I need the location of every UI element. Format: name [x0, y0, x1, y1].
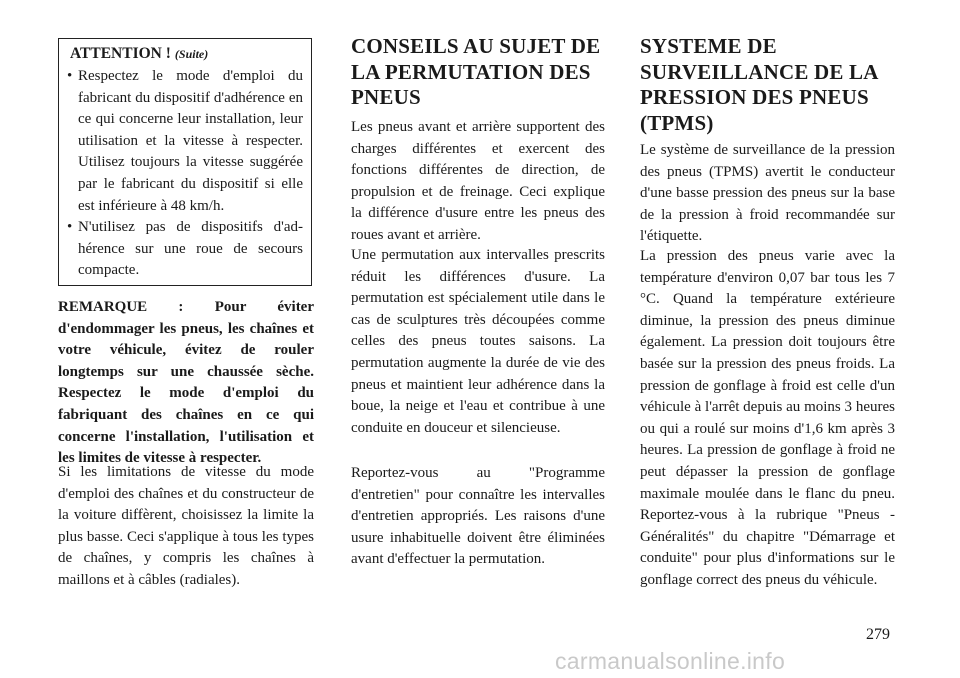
warning-heading: [70, 44, 303, 64]
speed-limit-paragraph: Si les limitations de vitesse du mode d'emploi des chaînes et du constructeur de la voiture diffèrent, choisissez la limite la plus basse. Ceci s'applique à tous les types de chaînes, y compris les chaînes à maillons et à câbles (radiales).: [58, 464, 314, 588]
page-number: 279: [866, 626, 890, 643]
warning-item: • N'utilisez pas de dispositifs d'adhérence sur une roue de secours compacte.: [67, 217, 303, 282]
warning-title: ATTENTION !: [70, 45, 171, 62]
warning-box: [58, 38, 312, 286]
rotation-paragraph-3: Reportez-vous au "Programme d'entretien" pour connaître les intervalles d'entretien appropriés. Les raisons d'une usure inhabituelle doivent être éliminées avant d'effectuer la permutation.: [351, 465, 605, 568]
rotation-heading: CONSEILS AU SUJET DE LA PERMUTATION DES PNEUS: [351, 34, 601, 109]
chain-remark: REMARQUE : Pour éviter d'endommager les pneus, les chaînes et votre véhicule, évitez de rouler longtemps sur une chaussée sèche. Respectez le mode d'emploi du fabriquant des chaînes en ce qui concerne l'installation, l'utilisation et les limites de vitesse à respecter.: [58, 299, 314, 467]
tpms-heading: SYSTEME DE SURVEILLANCE DE LA PRESSION DES PNEUS (TPMS): [640, 34, 878, 135]
tpms-paragraph-1: Le système de surveillance de la pression des pneus (TPMS) avertit le conducteur d'une basse pression des pneus sur la base de la pression à froid recommandée sur l'étiquette.: [640, 142, 895, 245]
rotation-paragraph-2: Une permutation aux intervalles prescrits réduit les différences d'usure. La permutation est spécialement utile dans le cas de sculptures très découpées comme celles des pneus toutes saisons. La permutation augmente la durée de vie des pneus et maintient leur adhérence dans la boue, la neige et l'eau et contribue à une conduite en douceur et silencieuse.: [351, 247, 605, 436]
warning-suite: (Suite): [174, 47, 209, 61]
warning-list: [67, 66, 303, 282]
tpms-paragraph-2: La pression des pneus varie avec la température d'environ 0,07 bar tous les 7 °C. Quand la température extérieure diminue, la pression des pneus diminue également. La pression doit toujours être basée sur la pression des pneus froids. La pression de gonflage à froid est celle d'un véhicule à l'arrêt depuis au moins 3 heures ou qui a roulé sur moins d'1,6 km après 3 heures. La pression de gonflage à froid ne peut dépasser la pression de gonflage maximale moulée dans le flanc du pneu. Reportez-vous à la rubrique "Pneus - Généralités" du chapitre "Démarrage et conduite" pour plus d'informations sur le gonflage correct des pneus du véhicule.: [640, 248, 895, 588]
watermark: carmanualsonline.info: [555, 648, 786, 674]
warning-item: • Respectez le mode d'emploi du fabricant du dispositif d'adhérence en ce qui concerne leur installation, leur utilisation et la vitesse à respecter. Utilisez toujours la vitesse suggérée par le fabricant du dispositif si elle est inférieure à 48 km/h.: [67, 66, 303, 217]
rotation-paragraph-1: Les pneus avant et arrière supportent des charges différentes et exercent des fonctions différentes de direction, de propulsion et de freinage. Ceci explique la différence d'usure entre les pneus des roues avant et arrière.: [351, 119, 605, 243]
